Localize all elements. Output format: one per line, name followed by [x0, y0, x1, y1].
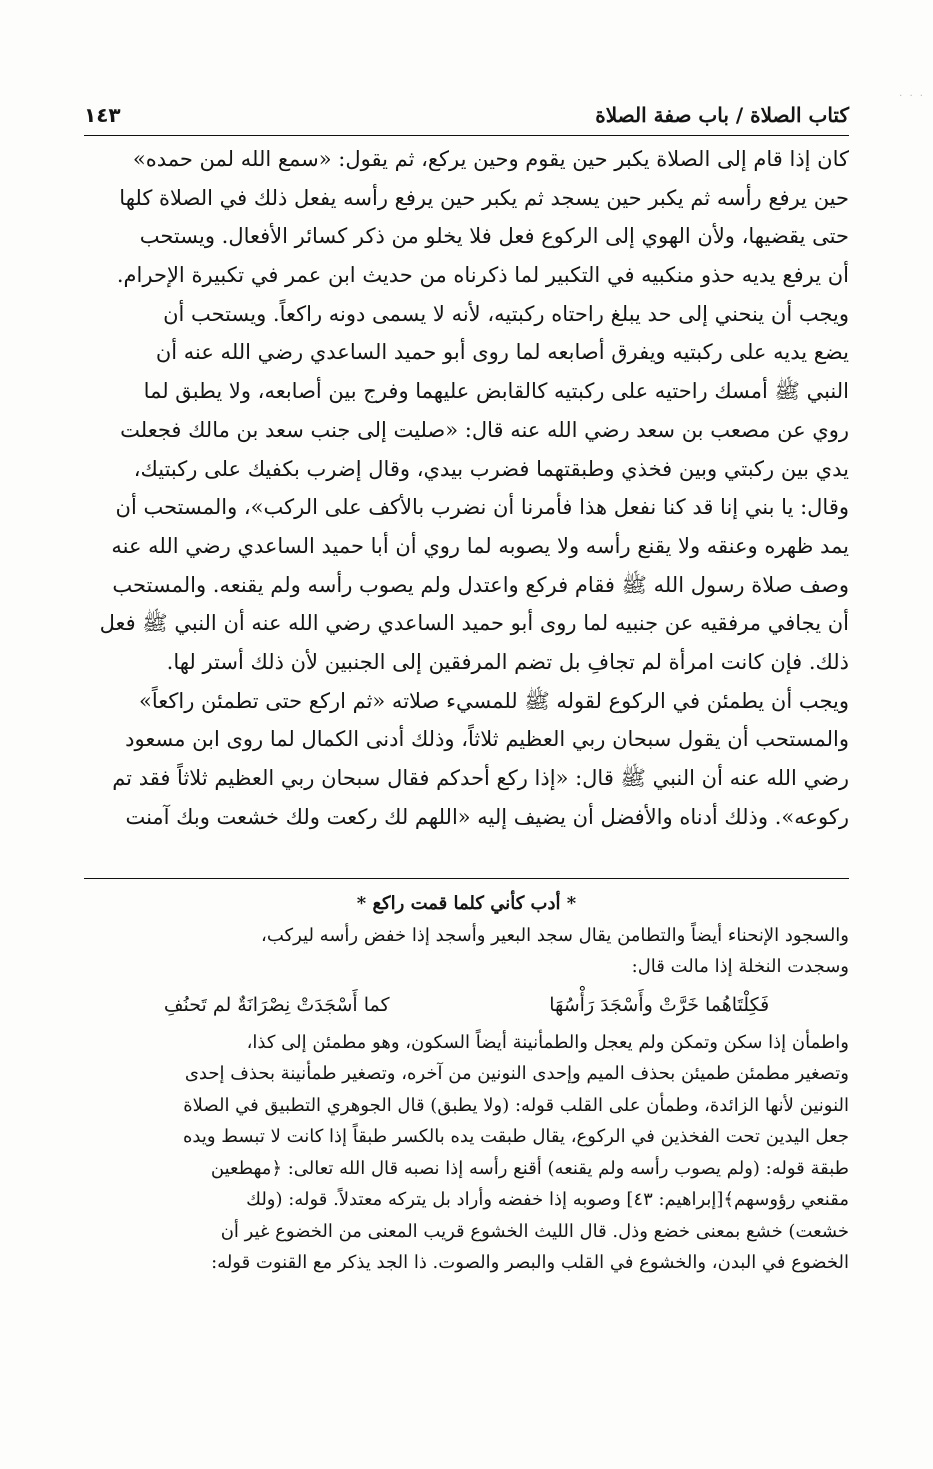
page-number: ١٤٣: [84, 103, 121, 127]
footnote-line: طبقة قوله: (ولم يصوب رأسه ولم يقنعه) أقنع رأسه إذا نصبه قال الله تعالى: ﴿مهطعين: [210, 1157, 849, 1179]
text-line: أن يجافي مرفقيه عن جنبيه لما روى أبو حميد الساعدي رضي الله عنه أن النبي ﷺ فعل: [99, 611, 849, 636]
text-line: والمستحب أن يقول سبحان ربي العظيم ثلاثاً، وذلك أدنى الكمال لما روى ابن مسعود: [125, 727, 849, 752]
text-line: كان إذا قام إلى الصلاة يكبر حين يقوم وحين يركع، ثم يقول: «سمع الله لمن حمده»: [132, 147, 849, 171]
header-rule: [84, 135, 849, 136]
text-line: ركوعه». وذلك أدناه والأفضل أن يضيف إليه «اللهم لك ركعت ولك خشعت وبك آمنت: [125, 804, 849, 829]
poetry-verse: [84, 983, 849, 1027]
text-line: يمد ظهره وعنقه ولا يقنع رأسه ولا يصوبه لما روي أن أبا حميد الساعدي رضي الله عنه: [111, 533, 849, 558]
text-line: أن يرفع يديه حذو منكبيه في التكبير لما ذكرناه من حديث ابن عمر في تكبيرة الإحرام.: [116, 263, 849, 288]
running-header: [84, 98, 849, 132]
text-line: حين يرفع رأسه ثم يكبر حين يسجد ثم يكبر حين يرفع رأسه يفعل ذلك في الصلاة كلها: [119, 185, 849, 210]
text-line: ويجب أن يطمئن في الركوع لقوله ﷺ للمسيء صلاته «ثم اركع حتى تطمئن راكعاً»: [139, 688, 849, 713]
text-line: وقال: يا بني إنا قد كنا نفعل هذا فأمرنا أن نضرب بالأكف على الركب»، والمستحب أن: [115, 495, 849, 520]
footnote-line: وتصغير مطمئن طميئن بحذف الميم وإحدى النونين من آخره، وتصغير طمأنينة بحذف إحدى: [184, 1063, 849, 1084]
footnote-line: وسجدت النخلة إذا مالت قال:: [631, 956, 849, 977]
footnote-line: خشعت) خشع بمعنى خضع وذل. قال الليث الخشوع قريب المعنى من الخضوع غير أن: [220, 1220, 849, 1242]
text-line: رضي الله عنه أن النبي ﷺ قال: «إذا ركع أحدكم فقال سبحان ربي العظيم ثلاثاً فقد تم: [112, 766, 849, 790]
page-corner-dots: . . .: [899, 88, 925, 99]
text-line: ذلك. فإن كانت امرأة لم تجافِ بل تضم المرفقين إلى الجنبين لأن ذلك أستر لها.: [166, 649, 849, 674]
text-line: وصف صلاة رسول الله ﷺ فقام فركع واعتدل ولم يصوب رأسه ولم يقنعه. والمستحب: [112, 572, 849, 597]
footnote-rule: [84, 878, 849, 879]
text-line: يدي بين ركبتي وبين فخذي وطبقتهما فضرب بيدي، وقال إضرب بكفيك على ركبتيك،: [133, 456, 849, 481]
text-line: يضع يديه على ركبتيه ويفرق أصابعه لما روى أبو حميد الساعدي رضي الله عنه أن: [155, 340, 849, 365]
text-line: روي عن مصعب بن سعد رضي الله عنه قال: «صليت إلى جنب سعد بن مالك فجعلت: [120, 417, 849, 442]
text-line: النبي ﷺ أمسك راحتيه على ركبتيه كالقابض عليهما وفرج بين أصابعه، ولا يطبق لما: [143, 379, 849, 404]
verse-second-hemistich: كما أَسْجَدَتْ نِصْرَانَةٌ لم تَحنُفِ: [163, 993, 390, 1016]
footnote-line: النونين لأنها الزائدة، وطمأن على القلب قوله: (ولا يطبق) قال الجوهري التطبيق في الصلاة: [183, 1094, 849, 1116]
running-title: كتاب الصلاة / باب صفة الصلاة: [595, 103, 849, 127]
text-line: حتى يقضيها، ولأن الهوي إلى الركوع فعل فلا يخلو من ذكر كسائر الأفعال. ويستحب: [139, 224, 849, 249]
verse-first-hemistich: فَكِلْتَاهُما خَرَّتْ وأَسْجَدَ رَأْسُهَا: [549, 993, 770, 1016]
footnote-line: والسجود الإنحناء أيضاً والتطامن يقال سجد البعير وأسجد إذا خفض رأسه ليركب،: [261, 924, 849, 946]
text-line: ويجب أن ينحني إلى حد يبلغ راحتاه ركبتيه، لأنه لا يسمى دونه راكعاً. ويستحب أن: [163, 301, 849, 326]
footnote-line: الخضوع في البدن، والخشوع في القلب والبصر والصوت. ذا الجد يذكر مع القنوت قوله:: [211, 1252, 849, 1273]
footnote-line: واطمأن إذا سكن وتمكن ولم يعجل والطمأنينة أيضاً السكون، وهو مطمئن إلى كذا،: [246, 1031, 849, 1053]
footnote-line: جعل اليدين تحت الفخذين في الركوع، يقال طبقت يده بالكسر طبقاً إذا كانت لا تبسط ويده: [182, 1126, 849, 1147]
main-text: [84, 140, 849, 836]
footnote-line: مقنعي رؤوسهم﴾[إبراهيم: ٤٣] وصوبه إذا خفضه وأراد بل يتركه معتدلاً. قوله: (ولك: [246, 1189, 849, 1210]
footnote-heading: * أدب كأني كلما قمت راكع *: [356, 893, 577, 914]
footnotes: [84, 888, 849, 1279]
